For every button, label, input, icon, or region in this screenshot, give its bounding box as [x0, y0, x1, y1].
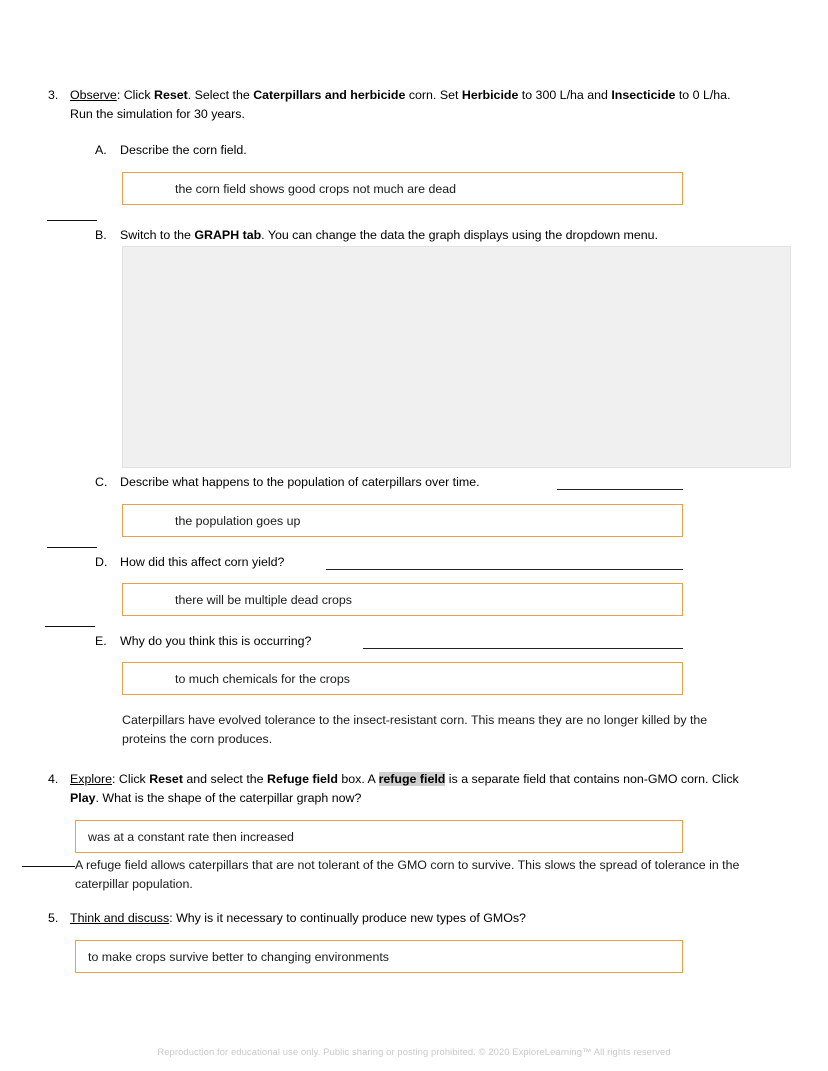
note-caterpillar-tolerance: Caterpillars have evolved tolerance to the insect-resistant corn. This means they are no longer killed by the proteins the corn produces. — [122, 713, 708, 746]
margin-rule-3 — [45, 626, 95, 627]
question-5-prompt: : Why is it necessary to continually produce new types of GMOs? — [169, 911, 526, 925]
question-3d-letter: D. — [95, 555, 108, 569]
question-3c-question: Describe what happens to the population of caterpillars over time. — [120, 475, 480, 489]
answer-text-3c: the population goes up — [175, 513, 301, 528]
question-4-part5: . What is the shape of the caterpillar graph now? — [95, 791, 362, 805]
answer-text-3e: to much chemicals for the crops — [175, 671, 350, 686]
question-3-reset: Reset — [154, 88, 188, 102]
question-3b-part1: Switch to the — [120, 228, 195, 242]
question-3b-part2: . You can change the data the graph displays using the dropdown menu. — [261, 228, 658, 242]
question-5-label: Think and discuss — [70, 911, 170, 925]
question-3a — [95, 141, 755, 160]
question-5-text — [70, 909, 748, 928]
question-3b-graph-tab: GRAPH tab — [194, 228, 262, 242]
answer-box-3a[interactable] — [122, 172, 683, 205]
question-4-part4: is a separate field that contains non-GMO corn. Click — [445, 772, 739, 786]
question-3b-question — [120, 226, 795, 245]
question-3 — [48, 86, 754, 124]
blank-line-3c[interactable] — [557, 489, 683, 490]
question-3a-letter: A. — [95, 143, 107, 157]
answer-text-3a: the corn field shows good crops not much are dead — [175, 181, 457, 196]
margin-rule-2 — [47, 547, 97, 548]
blank-line-3d[interactable] — [326, 569, 683, 570]
question-3-label: Observe — [70, 88, 117, 102]
answer-box-3c[interactable] — [122, 504, 683, 537]
graph-image-placeholder — [122, 246, 791, 468]
answer-box-3d[interactable] — [122, 583, 683, 616]
question-3-text — [70, 86, 754, 124]
question-3b-letter: B. — [95, 228, 107, 242]
question-3-part3: corn. Set — [405, 88, 462, 102]
blank-line-3e[interactable] — [363, 648, 683, 649]
page-footer: Reproduction for educational use only. Public sharing or posting prohibited. © 2020 ExploreLearning™ All rights reserved — [157, 1046, 671, 1057]
answer-box-4[interactable] — [75, 820, 683, 853]
margin-rule-1 — [47, 220, 97, 221]
question-3-number: 3. — [48, 88, 59, 102]
answer-box-5[interactable] — [75, 940, 683, 973]
question-3c — [95, 473, 795, 492]
question-3e-question: Why do you think this is occurring? — [120, 634, 312, 648]
question-5-number: 5. — [48, 911, 59, 925]
question-3e-letter: E. — [95, 634, 107, 648]
question-3-part5: to 0 L/ha. Run the simulation for 30 years. — [70, 88, 731, 121]
question-4 — [48, 770, 748, 808]
question-4-text — [70, 770, 748, 808]
note-refuge-field: A refuge field allows caterpillars that are not tolerant of the GMO corn to survive. This slows the spread of tolerance in the caterpillar population. — [75, 858, 740, 891]
answer-box-3e[interactable] — [122, 662, 683, 695]
question-3-herbicide: Herbicide — [461, 88, 519, 102]
question-3-part4: to 300 L/ha and — [518, 88, 612, 102]
question-3a-question: Describe the corn field. — [120, 143, 247, 157]
question-4-play: Play — [70, 791, 96, 805]
question-4-part2: and select the — [182, 772, 267, 786]
question-4-part1: : Click — [112, 772, 150, 786]
question-3-part1: : Click — [116, 88, 155, 102]
question-4-reset: Reset — [149, 772, 183, 786]
question-4-number: 4. — [48, 772, 59, 786]
question-4-refuge-field-highlight: refuge field — [378, 772, 446, 786]
question-3-corn-type: Caterpillars and herbicide — [253, 88, 406, 102]
answer-text-4: was at a constant rate then increased — [88, 829, 294, 844]
question-4-part3: box. A — [337, 772, 379, 786]
margin-rule-4 — [22, 866, 75, 867]
question-3d-question: How did this affect corn yield? — [120, 555, 285, 569]
question-3c-letter: C. — [95, 475, 108, 489]
question-3-part2: . Select the — [187, 88, 254, 102]
question-5 — [48, 909, 748, 928]
answer-text-3d: there will be multiple dead crops — [175, 592, 353, 607]
answer-text-5: to make crops survive better to changing environments — [88, 949, 389, 964]
question-4-refuge-field-box: Refuge field — [267, 772, 338, 786]
question-3-insecticide: Insecticide — [611, 88, 676, 102]
question-3b — [95, 226, 795, 245]
question-4-label: Explore — [70, 772, 113, 786]
